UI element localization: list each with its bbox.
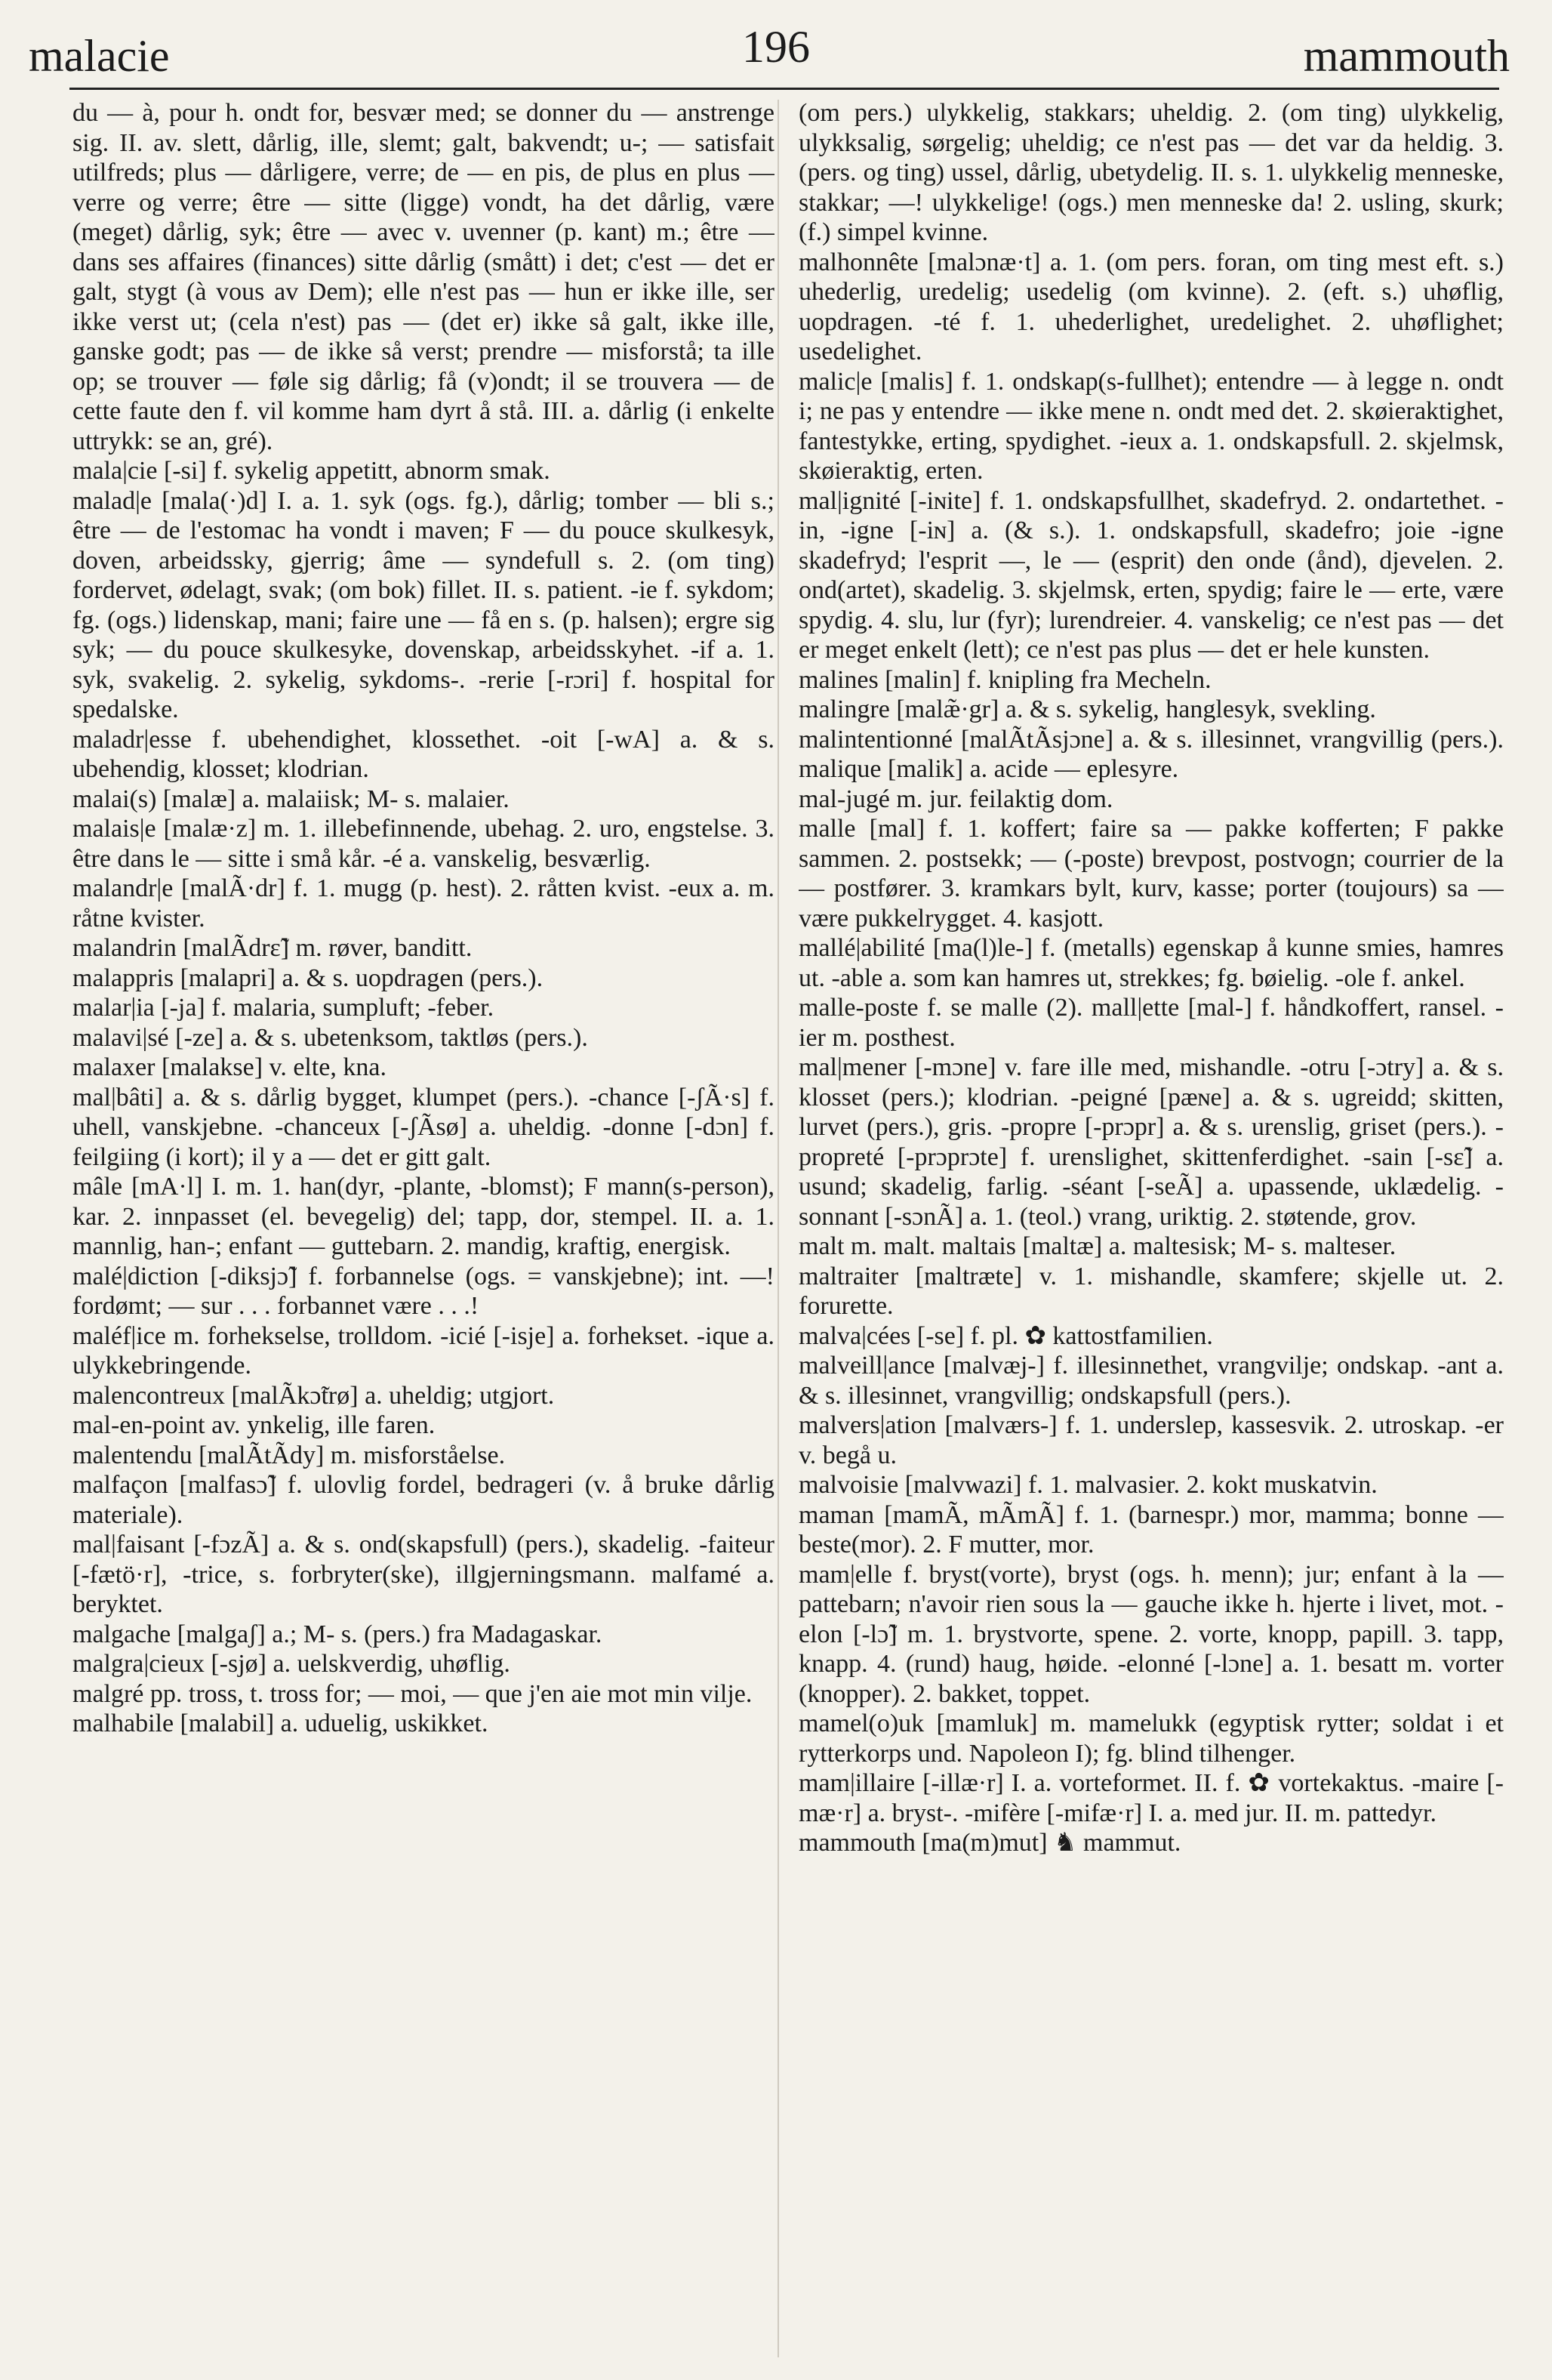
dictionary-entry: malt m. malt. maltais [maltæ] a. maltesisk; M- s. malteser. bbox=[799, 1232, 1396, 1260]
dictionary-entry: malappris [malapri] a. & s. uopdragen (pers.). bbox=[72, 963, 544, 992]
header-right-word: mammouth bbox=[1303, 31, 1510, 81]
dictionary-entry: mala|cie [-si] f. sykelig appetitt, abnorm smak. bbox=[72, 457, 550, 485]
dictionary-entry: malaxer [malakse] v. elte, kna. bbox=[72, 1053, 386, 1081]
column-divider bbox=[778, 100, 779, 2357]
dictionary-entry: mallé|abilité [ma(l)le-] f. (metalls) egenskap å kunne smies, hamres ut. -able a. som kan hamres ut, strekkes; fg. bøielig. -ole f. ankel. bbox=[799, 934, 1504, 992]
dictionary-entry: malle [mal] f. 1. koffert; faire sa — pakke kofferten; F pakke sammen. 2. postsekk; — (-poste) brevpost, postvogn; courrier de la — postfører. 3. kramkars bylt, kurv, kasse; porter (toujours) sa — være pukkelrygget. 4. kasjott. bbox=[799, 815, 1504, 933]
dictionary-entry: malandr|e [malÃ·dr] f. 1. mugg (p. hest). 2. råtten kvist. -eux a. m. råtne kvister. bbox=[72, 874, 774, 933]
dictionary-entry: malle-poste f. se malle (2). mall|ette [mal-] f. håndkoffert, ransel. -ier m. posthest. bbox=[799, 994, 1504, 1052]
dictionary-entry: malingre [malæ̃·gr] a. & s. sykelig, hanglesyk, svekling. bbox=[799, 695, 1376, 723]
dictionary-entry: mal|mener [-mɔne] v. fare ille med, mishandle. -otru [-ɔtry] a. & s. klosset (pers.); klodrian. -peigné [pæɴe] a. & s. ugreidd; skitten, lurvet (pers.), gris. -propre [-prɔpr] a. & s. urenslig, griset (pers.). -propreté [-prɔprɔte] f. urenslighet, skittenferdighet. -sain [-sɛ̃] a. usund; skadelig, farlig. -séant [-seÃ] a. upassende, uklædelig. -sonnant [-sɔnÃ] a. 1. (teol.) vrang, uriktig. 2. støtende, grov. bbox=[799, 1053, 1504, 1231]
dictionary-entry: mam|illaire [-illæ·r] I. a. vorteformet. II. f. ✿ vortekaktus. -maire [-mæ·r] a. bryst-. -mifère [-mifæ·r] I. a. med jur. II. m. pattedyr. bbox=[799, 1769, 1504, 1827]
dictionary-entry: malais|e [malæ·z] m. 1. illebefinnende, ubehag. 2. uro, engstelse. 3. être dans le — sitte i små kår. -é a. vanskelig, besværlig. bbox=[72, 815, 774, 873]
dictionary-entry: mal-en-point av. ynkelig, ille faren. bbox=[72, 1411, 436, 1439]
dictionary-entry: mal|bâti] a. & s. dårlig bygget, klumpet (pers.). -chance [-ʃÃ·s] f. uhell, vanskjebne. -chanceux [-ʃÃsø] a. uheldig. -donne [-dɔn] f. feilgiing (i kort); il y a — det er gitt galt. bbox=[72, 1083, 774, 1171]
left-column bbox=[72, 98, 774, 2356]
dictionary-entry: maman [mamÃ, mÃmÃ] f. 1. (barnespr.) mor, mamma; bonne — beste(mor). 2. F mutter, mor. bbox=[799, 1500, 1504, 1558]
dictionary-entry: malgache [malgaʃ] a.; M- s. (pers.) fra Madagaskar. bbox=[72, 1620, 602, 1648]
dictionary-entry: malgré pp. tross, t. tross for; — moi, — que j'en aie mot min vilje. bbox=[72, 1679, 753, 1708]
dictionary-entry: malhabile [malabil] a. uduelig, uskikket. bbox=[72, 1709, 488, 1737]
dictionary-entry: malentendu [malÃtÃdy] m. misforståelse. bbox=[72, 1441, 506, 1469]
header-rule bbox=[69, 88, 1499, 90]
dictionary-entry: malgra|cieux [-sjø] a. uelskverdig, uhøflig. bbox=[72, 1650, 510, 1678]
page-number: 196 bbox=[742, 22, 810, 72]
page-header bbox=[0, 0, 1552, 98]
dictionary-entry: malar|ia [-ja] f. malaria, sumpluft; -feber. bbox=[72, 994, 494, 1022]
dictionary-entry: malines [malin] f. knipling fra Mecheln. bbox=[799, 665, 1212, 694]
dictionary-entry: malavi|sé [-ze] a. & s. ubetenksom, taktløs (pers.). bbox=[72, 1023, 588, 1052]
dictionary-entry: malvoisie [malvwazi] f. 1. malvasier. 2. kokt muskatvin. bbox=[799, 1471, 1378, 1499]
dictionary-entry: malfaçon [malfasɔ̃] f. ulovlig fordel, bedrageri (v. å bruke dårlig materiale). bbox=[72, 1471, 774, 1529]
dictionary-entry: mammouth [ma(m)mut] ♞ mammut. bbox=[799, 1829, 1181, 1857]
dictionary-entry: mamel(o)uk [mamluk] m. mamelukk (egyptisk rytter; soldat i et rytterkorps und. Napoleon I); fg. blind tilhenger. bbox=[799, 1709, 1504, 1768]
dictionary-entry: maltraiter [maltræte] v. 1. mishandle, skamfere; skjelle ut. 2. forurette. bbox=[799, 1262, 1504, 1320]
dictionary-entry: malhonnête [malɔnæ·t] a. 1. (om pers. foran, om ting mest eft. s.) uhederlig, uredelig; usedelig (om kvinne). 2. (eft. s.) uhøflig, uopdragen. -té f. 1. uhederlighet, uredelighet. 2. uhøflighet; usedelighet. bbox=[799, 248, 1504, 365]
header-left-word: malacie bbox=[29, 31, 170, 81]
dictionary-entry: malintentionné [malÃtÃsjɔne] a. & s. illesinnet, vrangvillig (pers.). malique [malik] a. acide — eplesyre. bbox=[799, 725, 1504, 783]
dictionary-entry: malé|diction [-diksjɔ̃] f. forbannelse (ogs. = vanskjebne); int. —! fordømt; — sur . . . forbannet være . . .! bbox=[72, 1262, 774, 1320]
dictionary-entry: malandrin [malÃdrɛ̃] m. røver, banditt. bbox=[72, 934, 473, 962]
dictionary-entry: malva|cées [-se] f. pl. ✿ kattostfamilien. bbox=[799, 1321, 1213, 1350]
dictionary-entry: malencontreux [malÃkɔ̃trø] a. uheldig; utgjort. bbox=[72, 1381, 555, 1410]
right-column bbox=[799, 98, 1504, 2356]
dictionary-entry: malveill|ance [malvæj-] f. illesinnethet, vrangvilje; ondskap. -ant a. & s. illesinnet, vrangvillig; ondskapsfull (pers.). bbox=[799, 1352, 1504, 1410]
dictionary-entry: mal-jugé m. jur. feilaktig dom. bbox=[799, 785, 1113, 813]
dictionary-entry: mam|elle f. bryst(vorte), bryst (ogs. h. menn); jur; enfant à la — pattebarn; n'avoir rien sous la — gauche ikke h. hjerte i livet, mot. -elon [-lɔ̃] m. 1. brystvorte, spene. 2. vorte, knopp, papill. 3. tapp, knapp. 4. (rund) haug, høide. -elonné [-lɔne] a. 1. besatt m. vorter (knopper). 2. bakket, toppet. bbox=[799, 1560, 1504, 1708]
dictionary-entry: malvers|ation [malværs-] f. 1. underslep, kassesvik. 2. utroskap. -er v. begå u. bbox=[799, 1411, 1504, 1469]
dictionary-entry: mâle [mA·l] I. m. 1. han(dyr, -plante, -blomst); F mann(s-person), kar. 2. innpasset (el. bevegelig) del; tapp, dor, stempel. II. a. 1. mannlig, han-; enfant — guttebarn. 2. mandig, kraftig, energisk. bbox=[72, 1173, 774, 1260]
dictionary-entry: maléf|ice m. forhekselse, trolldom. -icié [-isje] a. forhekset. -ique a. ulykkebringende. bbox=[72, 1321, 774, 1380]
dictionary-entry: malad|e [mala(·)d] I. a. 1. syk (ogs. fg.), dårlig; tomber — bli s.; être — de l'estomac ha vondt i maven; F — du pouce skulkesyk, doven, arbeidssky, gjerrig; âme — syndefull s. 2. (om ting) fordervet, ødelagt, svak; (om bok) fillet. II. s. patient. -ie f. sykdom; fg. (ogs.) lidenskap, mani; faire une — få en s. (p. halsen); ergre sig syk; — du pouce skulkesyke, dovenskap, arbeidsskyhet. -if a. 1. syk, svakelig. 2. sykelig, sykdoms-. -rerie [-rɔri] f. hospital for spedalske. bbox=[72, 486, 774, 723]
dictionary-entry: malai(s) [malæ] a. malaiisk; M- s. malaier. bbox=[72, 785, 510, 813]
dictionary-entry: mal|faisant [-fɔzÃ] a. & s. ond(skapsfull) (pers.), skadelig. -faiteur [-fætö·r], -trice, s. forbryter(ske), illgjerningsmann. malfamé a. beryktet. bbox=[72, 1531, 774, 1618]
dictionary-entry: mal|ignité [-iɴite] f. 1. ondskapsfullhet, skadefryd. 2. ondartethet. -in, -igne [-iɴ] a. (& s.). 1. ondskapsfull, skadefro; joie -igne skadefryd; l'esprit —, le — (esprit) den onde (ånd), djevelen. 2. ond(artet), skadelig. 3. skjelmsk, erten, spydig; faire le — erte, være spydig. 4. slu, lur (fyr); lurendreier. 4. vanskelig; ce n'est pas — det er meget enkelt (lett); ce n'est pas plus — det er hele kunsten. bbox=[799, 486, 1504, 664]
dictionary-entry: malic|e [malis] f. 1. ondskap(s-fullhet); entendre — à legge n. ondt i; ne pas y entendre — ikke mene n. ondt med det. 2. skøieraktighet, fantestykke, erting, spydighet. -ieux a. 1. ondskapsfull. 2. skjelmsk, skøieraktig, erten. bbox=[799, 367, 1504, 485]
dictionary-entry: du — à, pour h. ondt for, besvær med; se donner du — anstrenge sig. II. av. slett, dårlig, ille, slemt; galt, bakvendt; u-; — satisfait utilfreds; plus — dårligere, verre; de — en pis, de plus en plus — verre og verre; être — sitte (ligge) vondt, ha det dårlig, være (meget) dårlig, syk; être — avec v. uvenner (p. kant) m.; être — dans ses affaires (finances) sitte dårlig (smått) i det; c'est — det er galt, stygt (à vous av Dem); elle n'est pas — hun er ikke ille, ser ikke verst ut; (cela n'est) pas — (det er) ikke så galt, ikke ille, ganske godt; pas — de ikke så verst; prendre — misforstå; ta ille op; se trouver — føle sig dårlig; få (v)ondt; il se trouvera — de cette faute den f. vil komme ham dyrt å stå. III. a. dårlig (i enkelte uttrykk: se an, gré). bbox=[72, 99, 774, 455]
dictionary-entry: maladr|esse f. ubehendighet, klossethet. -oit [-wA] a. & s. ubehendig, klosset; klodrian. bbox=[72, 725, 774, 783]
dictionary-entry: (om pers.) ulykkelig, stakkars; uheldig. 2. (om ting) ulykkelig, ulykksalig, sørgelig; uheldig; ce n'est pas — det var da heldig. 3. (pers. og ting) ussel, dårlig, ubetydelig. II. s. 1. ulykkelig menneske, stakkar; —! ulykkelige! (ogs.) men menneske da! 2. usling, skurk; (f.) simpel kvinne. bbox=[799, 99, 1504, 246]
